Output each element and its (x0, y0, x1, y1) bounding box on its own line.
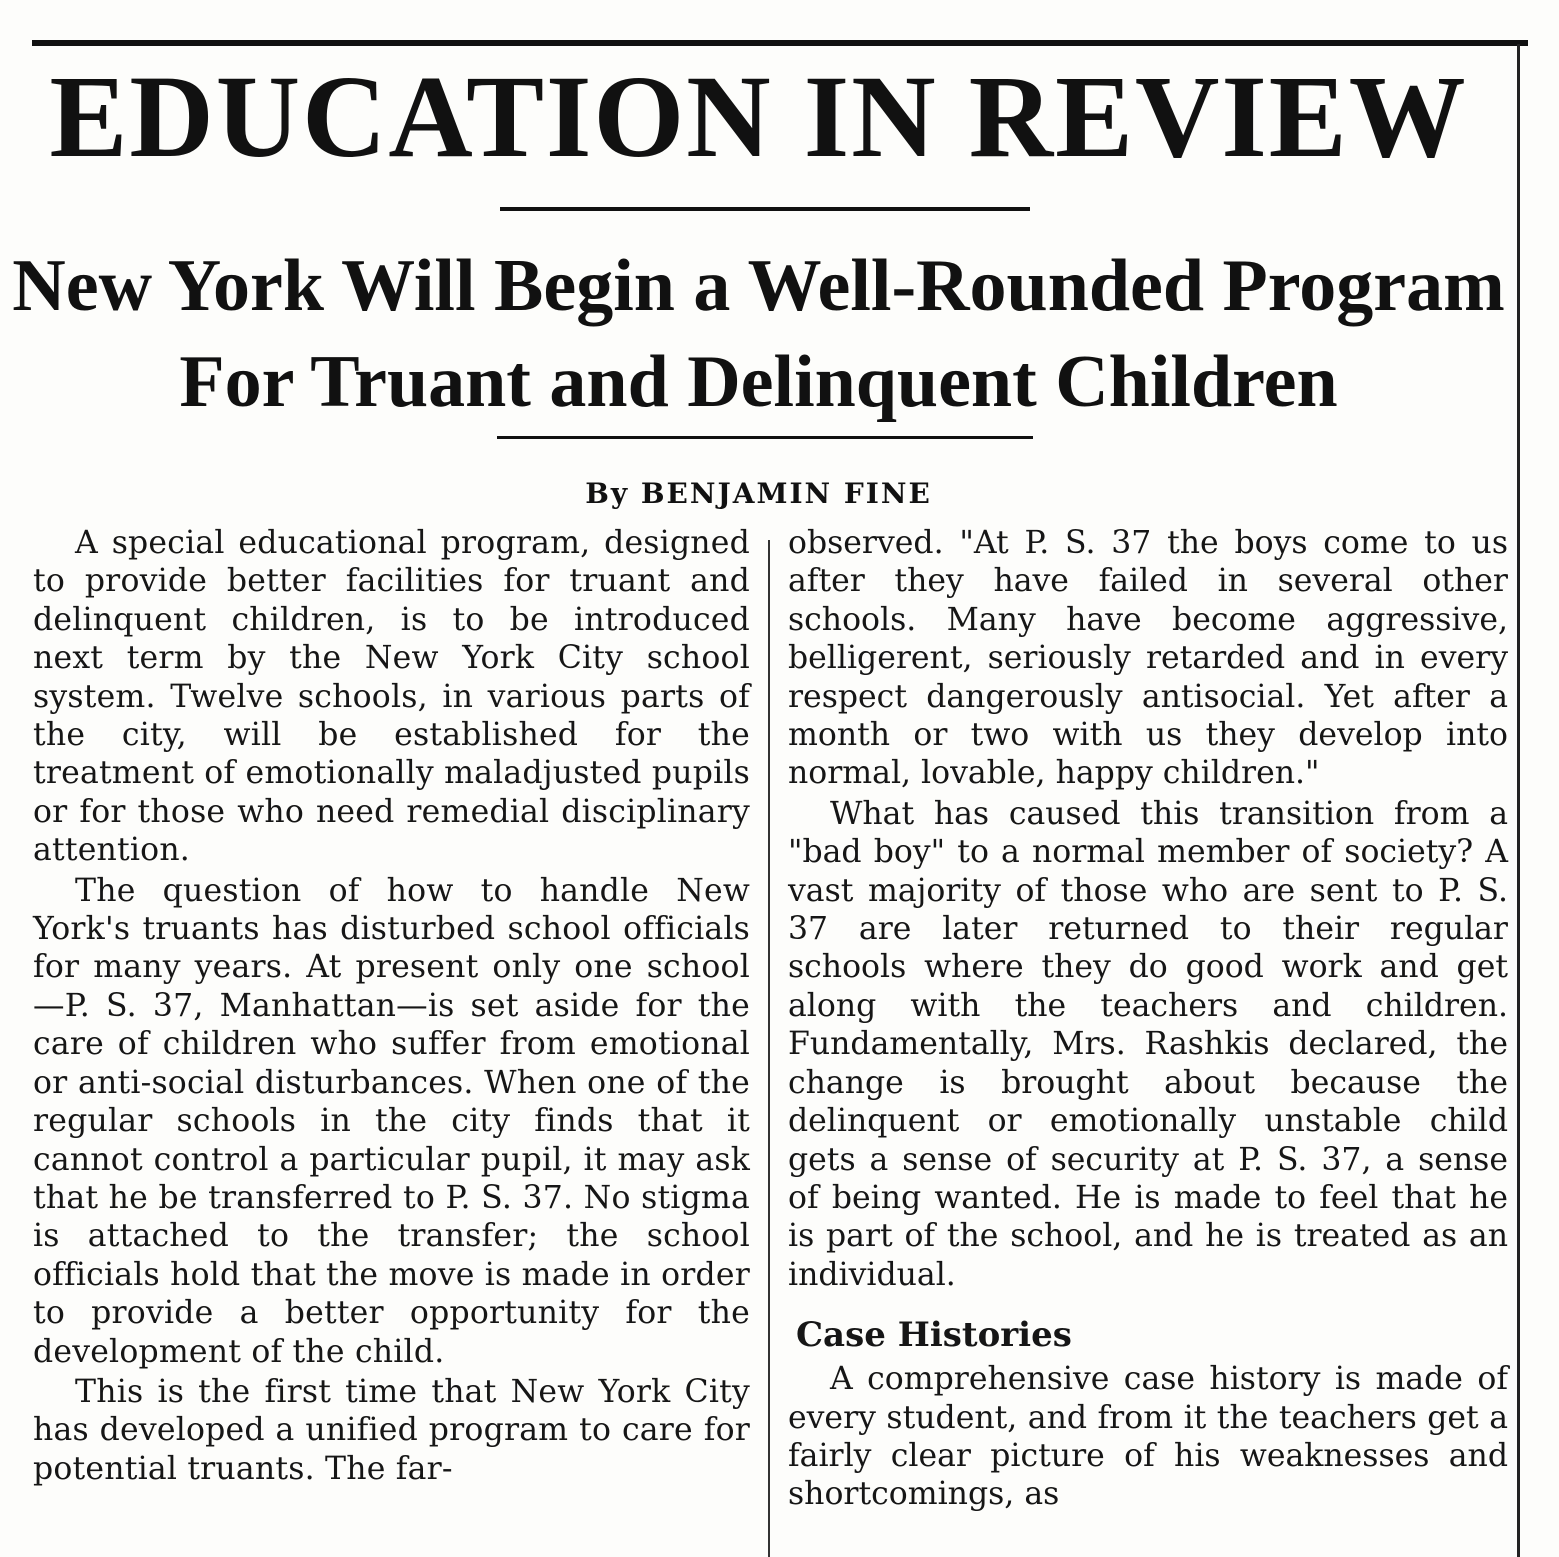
masthead-divider (500, 207, 1030, 211)
subheading: Case Histories (796, 1315, 1072, 1356)
top-rule (32, 40, 1528, 46)
paragraph: A comprehensive case history is made of every student, and from it the teachers get a fairly clear picture of his weaknesses and shortcomings, as (788, 1361, 1508, 1513)
right-border-rule (1517, 44, 1520, 1557)
article-column-right (788, 524, 1508, 1516)
section-masthead: EDUCATION IN REVIEW (49, 51, 1468, 182)
paragraph: A special educational program, designed to provide better facilities for truant and delinquent children, is to be introduced next term by the New York City school system. Twelve schools, in various parts of the city, will be established for the treatment of emotionally maladjusted pupils or for those who need remedial disciplinary attention. (33, 525, 750, 869)
headline-divider (497, 436, 1033, 439)
paragraph: What has caused this transition from a "bad boy" to a normal member of society? A vast majority of those who are sent to P. S. 37 are later returned to their regular schools where they do good work and get along with the teachers and children. Fundamentally, Mrs. Rashkis declared, the change is brought about because the delinquent or emotionally unstable child gets a sense of security at P. S. 37, a sense of being wanted. He is made to feel that he is part of the school, and he is treated as an individual. (788, 795, 1508, 1293)
article-column-left (33, 524, 750, 1490)
paragraph-continued: observed. "At P. S. 37 the boys come to us after they have failed in several other schools. Many have become aggressive, belligerent, seriously retarded and in every respect dangerously antisocial. Yet after a month or two with us they develop into normal, lovable, happy children." (788, 525, 1508, 792)
headline-line-1: New York Will Begin a Well-Rounded Program (12, 245, 1505, 327)
paragraph: The question of how to handle New York's truants has disturbed school officials for many years. At present only one school—P. S. 37, Manhattan—is set aside for the care of children who suffer from emotional or anti-social disturbances. When one of the regular schools in the city finds that it cannot control a particular pupil, it may ask that he be transferred to P. S. 37. No stigma is attached to the transfer; the school officials hold that the move is made in order to provide a better opportunity for the development of the child. (33, 872, 750, 1370)
column-rule (768, 540, 770, 1557)
headline-line-2: For Truant and Delinquent Children (179, 341, 1338, 423)
article-headline (0, 238, 1517, 430)
paragraph: This is the first time that New York City has developed a unified program to care for potential truants. The far- (33, 1373, 750, 1487)
byline: By BENJAMIN FINE (585, 477, 932, 510)
